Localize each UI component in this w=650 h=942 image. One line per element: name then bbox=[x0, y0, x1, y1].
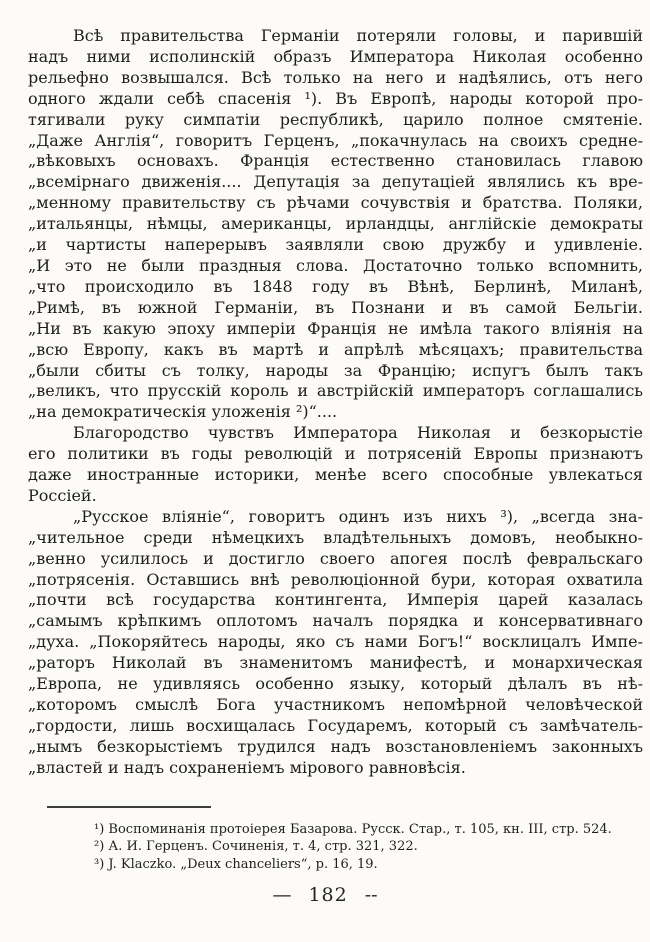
text-line: „И это не были праздныя слова. Достаточно только вспомнить, bbox=[28, 255, 643, 275]
text-line: „потрясенія. Оставшись внѣ революціонной бури, которая охватила bbox=[28, 569, 643, 589]
text-line: „Европа, не удивляясь особенно языку, который дѣлалъ въ нѣ- bbox=[28, 674, 643, 694]
text-line: „почти всѣ государства контингента, Имперія царей казалась bbox=[28, 590, 643, 610]
text-line: „всемірнаго движенія.... Депутація за депутаціей являлись къ вре- bbox=[28, 172, 643, 192]
text-line: „нымъ безкорыстіемъ трудился надъ возстановленіемъ законныхъ bbox=[28, 736, 643, 756]
main-text bbox=[28, 26, 643, 779]
footnote-line: ³) J. Klaczko. „Deux chanceliers“, p. 16, 19. bbox=[94, 856, 378, 872]
text-line: „были сбиты съ толку, народы за Францію; испугъ былъ такъ bbox=[28, 360, 643, 380]
text-line: Россіей. bbox=[28, 485, 97, 505]
text-line: „Римѣ, въ южной Германіи, въ Познани и въ самой Бельгіи. bbox=[28, 297, 643, 317]
text-line: одного ждали себѣ спасенія ¹). Въ Европѣ, народы которой про- bbox=[28, 88, 643, 108]
text-line: „самымъ крѣпкимъ оплотомъ началъ порядка и консервативнаго bbox=[28, 611, 643, 631]
text-line: „чительное среди нѣмецкихъ владѣтельныхъ домовъ, необыкно- bbox=[28, 527, 643, 547]
page-number-dash-right: -- bbox=[364, 884, 378, 906]
text-line: „Русское вліяніе“, говоритъ одинъ изъ нихъ ³), „всегда зна- bbox=[73, 506, 643, 526]
text-line: „которомъ смыслѣ Бога участникомъ непомѣрной человѣческой bbox=[28, 695, 643, 714]
text-line: „гордости, лишь восхищалась Государемъ, который съ замѣчатель- bbox=[28, 715, 643, 735]
page-number-dash-left: — bbox=[272, 884, 292, 906]
page-number-value: 182 bbox=[308, 884, 348, 906]
text-line: „итальянцы, нѣмцы, американцы, ирландцы, англійскіе демократы bbox=[28, 214, 643, 234]
text-line: „и чартисты наперерывъ заявляли свою дружбу и удивленіе. bbox=[28, 235, 643, 255]
footnotes bbox=[28, 821, 643, 873]
text-line: даже иностранные историки, менѣе всего способные увлекаться bbox=[28, 465, 643, 485]
page-number bbox=[0, 884, 650, 906]
text-line: его политики въ годы революцій и потрясеній Европы признаютъ bbox=[28, 444, 643, 464]
footnote-line: ²) А. И. Герценъ. Сочиненія, т. 4, стр. 321, 322. bbox=[94, 839, 418, 855]
text-line: „менному правительству съ рѣчами сочувствія и братства. Поляки, bbox=[28, 193, 643, 213]
text-line: „вѣковыхъ основахъ. Франція естественно становилась главою bbox=[28, 151, 643, 171]
footnote-separator bbox=[47, 806, 211, 808]
text-line: надъ ними исполинскій образъ Императора Николая особенно bbox=[28, 46, 643, 66]
text-line: „всю Европу, какъ въ мартѣ и апрѣлѣ мѣсяцахъ; правительства bbox=[28, 339, 643, 359]
text-line: „на демократическія уложенія ²)“.... bbox=[28, 402, 338, 422]
text-line: „властей и надъ сохраненіемъ мірового равновѣсія. bbox=[28, 757, 466, 777]
text-line: „раторъ Николай въ знаменитомъ манифестѣ, и монархическая bbox=[28, 653, 643, 673]
text-line: „венно усилилось и достигло своего апогея послѣ февральскаго bbox=[28, 548, 643, 568]
text-line: „духа. „Покоряйтесь народы, яко съ нами Богъ!“ восклицалъ Импе- bbox=[28, 632, 643, 652]
text-line: „что происходило въ 1848 году въ Вѣнѣ, Берлинѣ, Миланѣ, bbox=[28, 276, 643, 296]
text-line: Всѣ правительства Германіи потеряли головы, и парившій bbox=[73, 26, 643, 45]
text-line: „великъ, что прусскій король и австрійскій императоръ соглашались bbox=[28, 381, 643, 401]
text-line: рельефно возвышался. Всѣ только на него и надѣялись, отъ него bbox=[28, 67, 643, 87]
text-line: „Даже Англія“, говоритъ Герценъ, „покачнулась на своихъ средне- bbox=[28, 130, 643, 150]
text-line: тягивали руку симпатіи республикѣ, царило полное смятеніе. bbox=[28, 109, 643, 129]
footnote-line: ¹) Воспоминанія протоіерея Базарова. Русск. Стар., т. 105, кн. III, стр. 524. bbox=[94, 822, 612, 837]
text-line: „Ни въ какую эпоху имперіи Франція не имѣла такого вліянія на bbox=[28, 318, 643, 338]
text-line: Благородство чувствъ Императора Николая и безкорыстіе bbox=[73, 423, 643, 443]
